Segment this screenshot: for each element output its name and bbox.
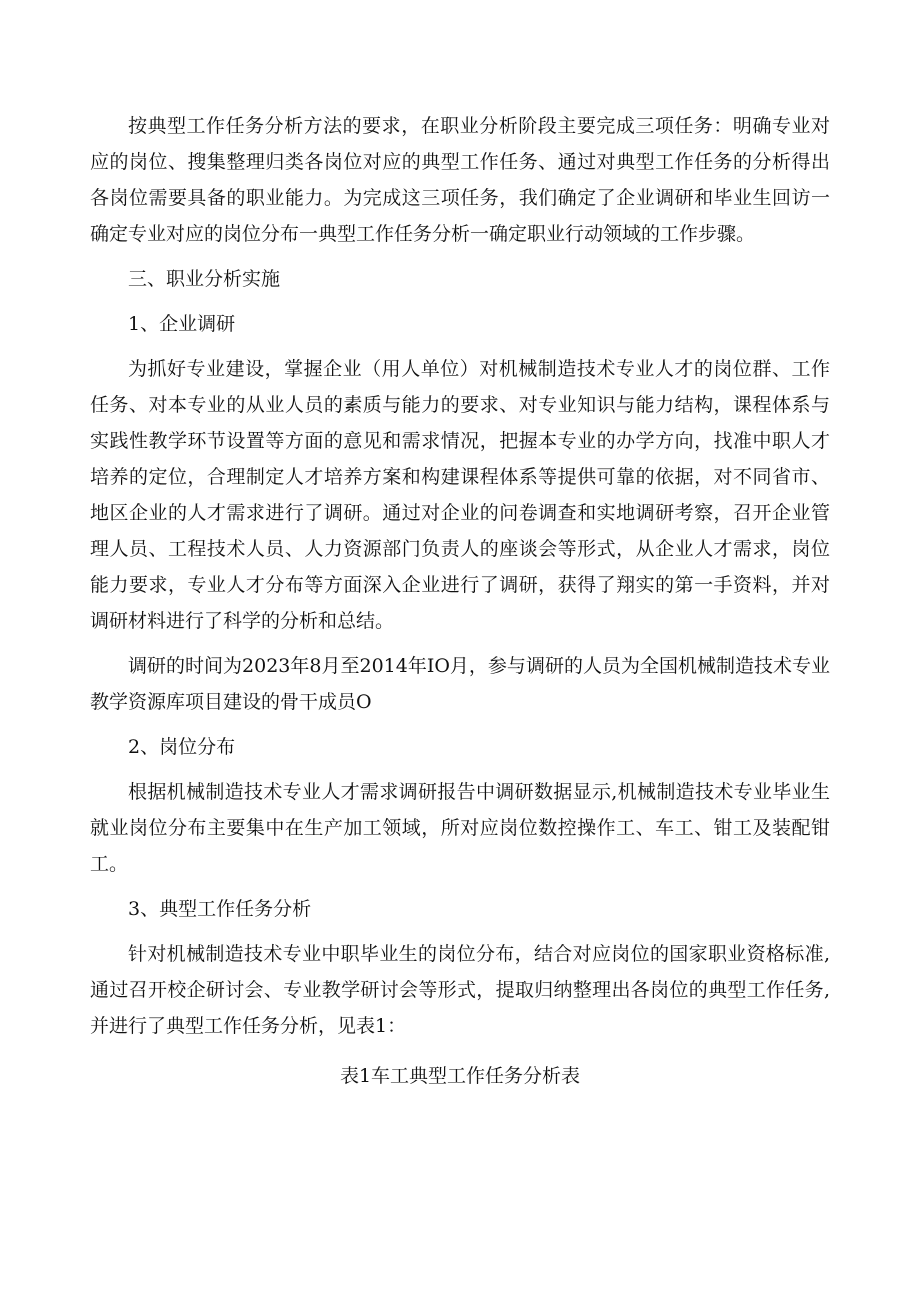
heading-job-distribution: 2、岗位分布 [128, 736, 236, 758]
table-caption: 表1车工典型工作任务分析表 [339, 1065, 581, 1087]
paragraph-typical-task-analysis: 针对机械制造技术专业中职毕业生的岗位分布，结合对应岗位的国家职业资格标准,通过召开校企研讨会、专业教学研讨会等形式，提取归纳整理出各岗位的典型工作任务,并进行了典型工作任务分析，见表1： [90, 943, 830, 1037]
document-body [90, 108, 830, 1094]
paragraph-survey-time: 调研的时间为2023年8月至2014年IO月，参与调研的人员为全国机械制造技术专业教学资源库项目建设的骨干成员O [90, 655, 830, 713]
heading-enterprise-survey: 1、企业调研 [128, 313, 236, 335]
heading-section-3: 三、职业分析实施 [128, 268, 281, 290]
paragraph-job-distribution: 根据机械制造技术专业人才需求调研报告中调研数据显示,机械制造技术专业毕业生就业岗位分布主要集中在生产加工领域，所对应岗位数控操作工、车工、钳工及装配钳工。 [90, 781, 830, 875]
paragraph-task-analysis-method: 按典型工作任务分析方法的要求，在职业分析阶段主要完成三项任务：明确专业对应的岗位、搜集整理归类各岗位对应的典型工作任务、通过对典型工作任务的分析得出各岗位需要具备的职业能力。为完成这三项任务，我们确定了企业调研和毕业生回访一确定专业对应的岗位分布一典型工作任务分析一确定职业行动领域的工作步骤。 [90, 115, 830, 245]
heading-typical-task-analysis: 3、典型工作任务分析 [128, 898, 312, 920]
paragraph-enterprise-survey: 为抓好专业建设，掌握企业（用人单位）对机械制造技术专业人才的岗位群、工作任务、对本专业的从业人员的素质与能力的要求、对专业知识与能力结构，课程体系与实践性教学环节设置等方面的意见和需求情况，把握本专业的办学方向，找准中职人才培养的定位，合理制定人才培养方案和构建课程体系等提供可靠的依据，对不同省市、地区企业的人才需求进行了调研。通过对企业的问卷调查和实地调研考察，召开企业管理人员、工程技术人员、人力资源部门负责人的座谈会等形式，从企业人才需求，岗位能力要求，专业人才分布等方面深入企业进行了调研，获得了翔实的第一手资料，并对调研材料进行了科学的分析和总结。 [90, 358, 830, 632]
